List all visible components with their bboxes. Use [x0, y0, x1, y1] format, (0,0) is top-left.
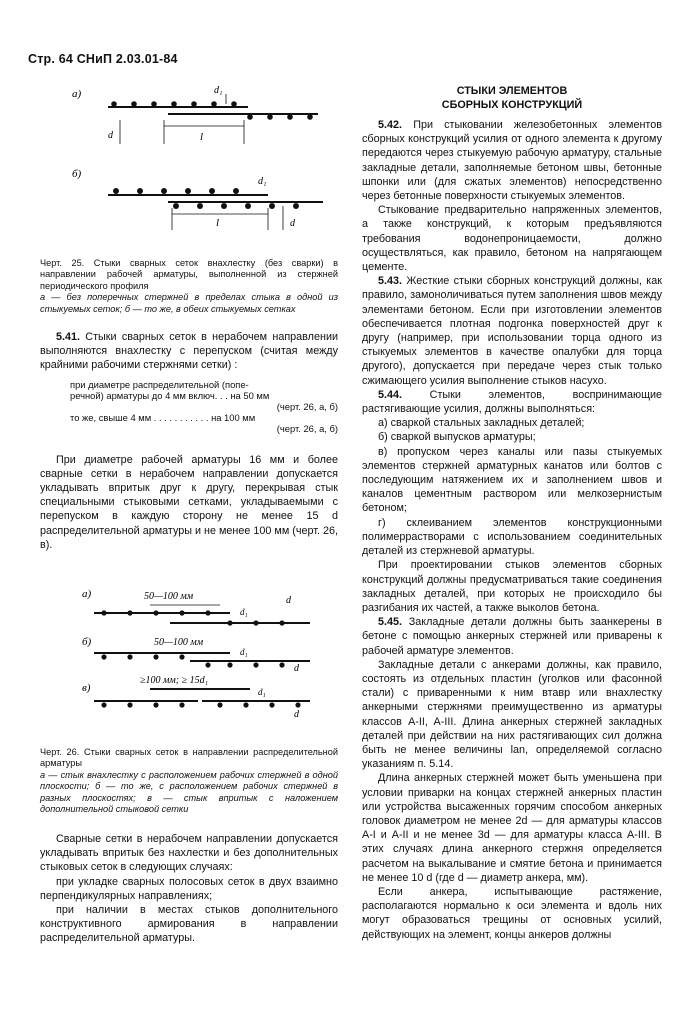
rule1-a: при диаметре распределительной (попе-: [70, 378, 249, 390]
rule2-b: (черт. 26, а, б): [276, 423, 338, 435]
rule1-c: (черт. 26, а, б): [276, 401, 338, 413]
list-d: г) склеиванием элементов конструкционными полимеррастворами с использованием соединительных деталей из стержневой арматуры.: [362, 516, 662, 558]
list-a: а) сваркой стальных закладных деталей;: [378, 417, 585, 430]
p545b-text: Закладные детали с анкерами должны, как правило, состоять из отдельных пластин (уголков или фасонной стали) с приваренными к ним втавр или внахлестку анкерными стержнями преимущественно из арматуры классов A-II, A-III. Длина анкерных стержней закладных деталей при действии на них растягивающих сил должна быть не менее величины lan, определяемой согласно указаниям п. 5.14.: [362, 658, 662, 771]
p541-text2: При диаметре рабочей арматуры 16 мм и более сварные сетки в нерабочем направлении допускается укладывать впритык друг к другу, перекрывая стык специальными стыковыми сетками, укладываемыми с перепуском в каждую сторону не менее 15 d распределительной арматуры и не менее 100 мм (черт. 26, в).: [40, 453, 339, 551]
p544b-text: При проектировании стыков элементов сборных конструкций должны предусматриваться такие соединения закладных деталей, при которых не происходило бы разгибания их частей, а также выколов бетона.: [362, 559, 662, 614]
fig26-b-dim: 50—100 мм: [154, 637, 204, 648]
list-b: б) сваркой выпусков арматуры;: [378, 431, 536, 444]
fig26-c-label: в): [82, 682, 91, 694]
fig25-b-d1: d₁: [258, 176, 267, 187]
p541-text: Стыки сварных сеток в нерабочем направлении выполняются внахлестку с перепуском (считая между крайними рабочими стержнями сетки) :: [40, 331, 339, 372]
left-end-p1: Сварные сетки в нерабочем направлении допускается укладывать впритык без нахлестки и без дополнительных стыковых сеток в следующих случаях:: [40, 833, 338, 874]
section-5-41: [40, 330, 338, 552]
left-final-paragraphs: [40, 832, 338, 946]
fig25-b-d: d: [290, 218, 295, 229]
figure-26: [80, 585, 320, 725]
left-end-p2: при укладке сварных полосовых сеток в двух взаимно перпендикулярных направлениях;: [40, 875, 338, 902]
fig25-caption-sub: а — без поперечных стержней в пределах стыка в одной из стыкуемых сеток; б — то же, в обеих стыкуемых сетках: [40, 292, 338, 314]
fig25-a: [72, 85, 318, 144]
fig26-a: [82, 588, 310, 626]
fig25-caption-title: Черт. 25. Стыки сварных сеток внахлестку (без сварки) в направлении рабочей арматуры, выполненной из стержней периодического профиля: [40, 258, 338, 291]
section-title-2: СБОРНЫХ КОНСТРУКЦИЙ: [441, 99, 583, 111]
fig26-a-d: d: [286, 595, 291, 606]
fig26-caption: [40, 747, 338, 815]
p545d-text: Если анкера, испытывающие растяжение, располагаются нормально к оси элемента и вдоль них могут образоваться трещины от основных усилий, действующих на элемент, концы анкеров должны: [362, 885, 662, 941]
fig26-b-d1: d₁: [240, 647, 248, 657]
fig26-caption-sub: а — стык внахлестку с расположением рабочих стержней в одной плоскости; б — то же, с расположением рабочих стержней в разных плоскостях; в — стык впритык с наложением дополнительной стыковой сетки: [40, 769, 338, 815]
fig26-c-dim: ≥100 мм; ≥ 15d₁: [140, 675, 209, 686]
p543-text: Жесткие стыки сборных конструкций должны, как правило, замоноличиваться путем заполнения швов между элементами бетоном. Если при изготовлении элементов обеспечивается плотная подгонка поверхностей друг к другу (например, при использовании торца одного из стыкуемых элементов в качестве опалубки для торца другого), допускается при передаче через стык только сжимающего усилия выполнение стыков насухо.: [362, 275, 662, 387]
rule2-a: то же, свыше 4 мм . . . . . . . . . . . на 100 мм: [70, 412, 256, 424]
fig25-a-d: d: [108, 130, 113, 141]
p541-rules: [70, 379, 338, 435]
fig26-c: [82, 675, 310, 720]
p545c-text: Длина анкерных стержней может быть уменьшена при условии приварки на концах стержней анкерных пластин или устройства высаженных горячим способом анкерных головок диаметром не менее 2d — для арматуры классов A-I и A-II и не менее 3d — для арматуры класса A-III. В этих случаях длина анкерного стержня определяется расчетом на выкалывание и смятие бетона и принимается не менее 10 d (где d — диаметр анкера, мм).: [362, 772, 662, 884]
p544-num: 5.44.: [378, 388, 403, 401]
fig25-caption: [40, 258, 338, 315]
fig25-a-d1: d₁: [214, 85, 223, 96]
right-column: [362, 84, 662, 942]
figure-25: [68, 80, 328, 250]
section-title-1: СТЫКИ ЭЛЕМЕНТОВ: [456, 85, 568, 97]
fig25-a-l: l: [200, 131, 204, 143]
fig26-caption-title: Черт. 26. Стыки сварных сеток в направлении распределительной арматуры: [40, 747, 338, 769]
list-c: в) пропуском через каналы или пазы стыкуемых элементов стержней арматурных канатов или болтов с последующим натяжением их и заполнением швов и каналов цементным раствором или мелкозернистым бетоном;: [362, 445, 662, 515]
p543-num: 5.43.: [378, 275, 403, 288]
fig26-b: [82, 636, 310, 674]
rule1-b: речной) арматуры до 4 мм включ. . . на 50 мм: [70, 389, 270, 401]
fig26-c-d1: d₁: [258, 687, 266, 697]
p542-text: При стыковании железобетонных элементов сборных конструкций усилия от одного элемента к другому передаются через стыкуемую рабочую арматуру, стальные закладные детали, заполняемые бетоном швы, бетонные шпонки или (для сжатых элементов) непосредственно через бетонные поверхности стыкуемых элементов.: [362, 119, 662, 203]
p541-num: 5.41.: [56, 331, 81, 343]
p545-text: Закладные детали должны быть заанкерены в бетоне с помощью анкерных стержней или приварены к рабочей арматуре элементов.: [362, 616, 663, 657]
fig25-b-l: l: [216, 217, 220, 229]
fig26-c-d: d: [294, 709, 299, 720]
page-header: Стр. 64 СНиП 2.03.01-84: [28, 52, 178, 66]
p542-num: 5.42.: [378, 119, 403, 131]
fig25-a-label: а): [72, 88, 82, 100]
fig25-b-label: б): [72, 168, 82, 180]
p542b-text: Стыкование предварительно напряженных элементов, а также конструкций, к которым предъявляются требования водонепроницаемости, должно осуществляться, как правило, бетоном на напрягающем цементе.: [362, 204, 662, 274]
fig25-b: [72, 168, 323, 230]
p544-text: Стыки элементов, воспринимающие растягивающие усилия, должны выполняться:: [362, 388, 662, 416]
fig26-b-d: d: [294, 663, 299, 674]
fig26-b-label: б): [82, 636, 92, 648]
left-end-p3: при наличии в местах стыков дополнительного конструктивного армирования в направлении распределительной арматуры.: [40, 904, 338, 945]
fig26-a-dim: 50—100 мм: [144, 591, 194, 602]
p545-num: 5.45.: [378, 616, 403, 629]
fig26-a-label: а): [82, 588, 92, 600]
fig26-a-d1: d₁: [240, 607, 248, 617]
